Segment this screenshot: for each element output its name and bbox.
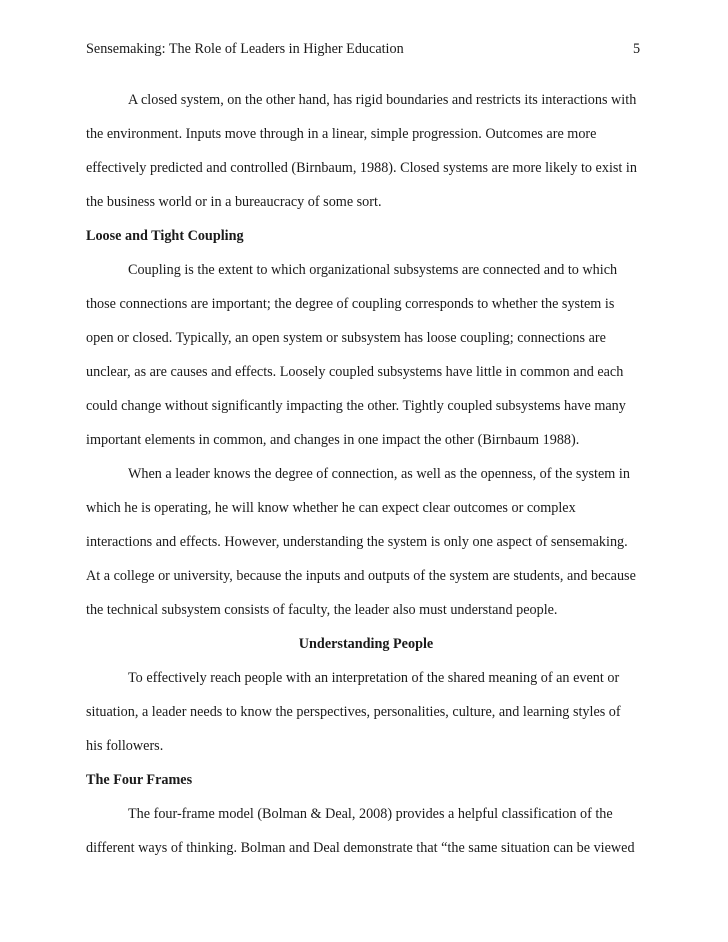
text-line: the environment. Inputs move through in a linear, simple progression. Outcomes are more bbox=[86, 126, 597, 142]
paragraph-closed-system bbox=[86, 83, 646, 219]
text-line: situation, a leader needs to know the perspectives, personalities, culture, and learning styles of bbox=[86, 704, 621, 720]
paragraph-coupling bbox=[86, 253, 646, 457]
text-line: the business world or in a bureaucracy of some sort. bbox=[86, 194, 382, 210]
text-line: The four-frame model (Bolman & Deal, 2008) provides a helpful classification of the bbox=[128, 806, 613, 822]
paragraph-reach-people bbox=[86, 661, 646, 763]
text-line: To effectively reach people with an interpretation of the shared meaning of an event or bbox=[128, 670, 620, 686]
text-line: open or closed. Typically, an open system or subsystem has loose coupling; connections are bbox=[86, 330, 606, 346]
text-line: At a college or university, because the inputs and outputs of the system are students, and because bbox=[86, 568, 636, 584]
text-line: Coupling is the extent to which organizational subsystems are connected and to which bbox=[128, 262, 618, 278]
text-line: the technical subsystem consists of faculty, the leader also must understand people. bbox=[86, 602, 558, 618]
text-line: A closed system, on the other hand, has rigid boundaries and restricts its interactions with bbox=[128, 92, 637, 108]
heading-four-frames: The Four Frames bbox=[86, 772, 193, 788]
running-head: Sensemaking: The Role of Leaders in Higher Education bbox=[86, 41, 404, 57]
text-line: effectively predicted and controlled (Birnbaum, 1988). Closed systems are more likely to exist in bbox=[86, 160, 637, 176]
text-line: important elements in common, and changes in one impact the other (Birnbaum 1988). bbox=[86, 432, 580, 448]
heading-understanding-people: Understanding People bbox=[298, 636, 434, 652]
heading-loose-tight-coupling: Loose and Tight Coupling bbox=[86, 228, 244, 244]
text-line: When a leader knows the degree of connection, as well as the openness, of the system in bbox=[128, 466, 630, 482]
text-line: unclear, as are causes and effects. Loosely coupled subsystems have little in common and each bbox=[86, 364, 624, 380]
text-line: his followers. bbox=[86, 738, 164, 754]
paragraph-leader-knows bbox=[86, 457, 646, 627]
text-line: interactions and effects. However, understanding the system is only one aspect of sensemaking. bbox=[86, 534, 628, 550]
text-line: those connections are important; the degree of coupling corresponds to whether the system is bbox=[86, 296, 615, 312]
text-line: different ways of thinking. Bolman and Deal demonstrate that “the same situation can be viewed bbox=[86, 840, 635, 856]
text-line: which he is operating, he will know whether he can expect clear outcomes or complex bbox=[86, 500, 576, 516]
body-text bbox=[86, 83, 646, 865]
text-line: could change without significantly impacting the other. Tightly coupled subsystems have many bbox=[86, 398, 626, 414]
page-number: 5 bbox=[633, 41, 641, 57]
paragraph-four-frame-model bbox=[86, 797, 646, 865]
